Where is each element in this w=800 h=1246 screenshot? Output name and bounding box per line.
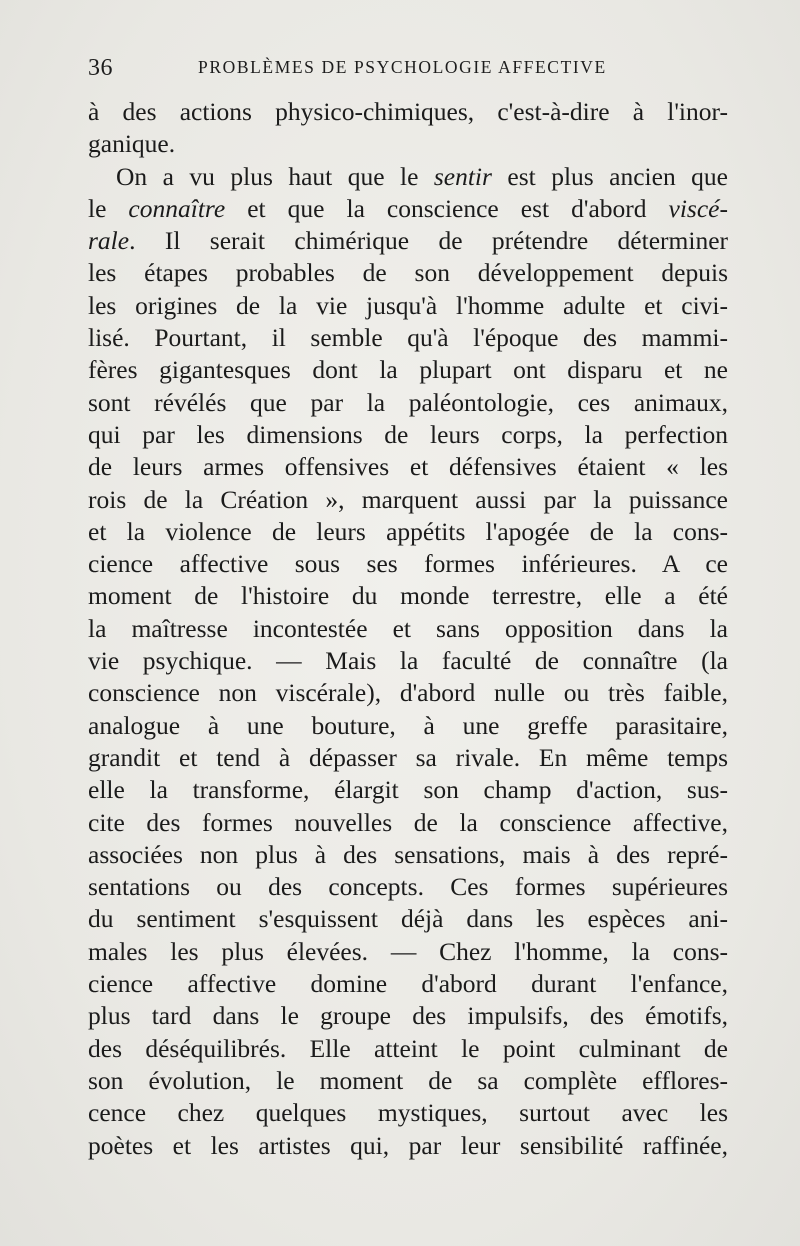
italic-text: viscé- [668, 193, 728, 223]
text-segment: et que la conscience est d'abord [225, 193, 669, 223]
text-line: les origines de la vie jusqu'à l'homme adulte et civi- [88, 290, 728, 320]
text-line: des déséquilibrés. Elle atteint le point culminant de [88, 1033, 728, 1063]
text-line: cence chez quelques mystiques, surtout avec les [88, 1098, 728, 1128]
italic-text: rale [88, 226, 130, 256]
text-line: cience affective domine d'abord durant l'enfance, [88, 969, 728, 999]
text-segment: . Il serait chimérique de prétendre déterminer [129, 226, 728, 256]
text-line [88, 225, 728, 257]
text-line: plus tard dans le groupe des impulsifs, des émotifs, [88, 1001, 728, 1031]
text-line: poètes et les artistes qui, par leur sensibilité raffinée, [88, 1130, 728, 1160]
text-line: à des actions physico-chimiques, c'est-à-dire à l'inor- [88, 97, 728, 126]
text-line: conscience non viscérale), d'abord nulle ou très faible, [88, 678, 728, 708]
page-number: 36 [88, 55, 113, 81]
text-line: cience affective sous ses formes inférieures. A ce [88, 549, 728, 579]
text-line: de leurs armes offensives et défensives étaient « les [88, 452, 728, 482]
text-line [88, 161, 728, 193]
text-line: son évolution, le moment de sa complète efflores- [88, 1065, 728, 1095]
text-line: vie psychique. — Mais la faculté de connaître (la [88, 646, 728, 676]
text-line: sentations ou des concepts. Ces formes supérieures [88, 872, 728, 902]
text-line: la maîtresse incontestée et sans opposition dans la [88, 613, 728, 643]
text-line: associées non plus à des sensations, mais à des repré- [88, 839, 728, 869]
text-line: males les plus élevées. — Chez l'homme, la cons- [88, 936, 728, 966]
italic-text: sentir [433, 161, 492, 191]
text-line: fères gigantesques dont la plupart ont disparu et ne [88, 355, 728, 385]
body-text [88, 96, 728, 1162]
running-head: PROBLÈMES DE PSYCHOLOGIE AFFECTIVE [198, 57, 607, 77]
text-line: grandit et tend à dépasser sa rivale. En même temps [88, 742, 728, 772]
text-line: elle la transforme, élargit son champ d'action, sus- [88, 775, 728, 805]
text-line: analogue à une bouture, à une greffe parasitaire, [88, 710, 728, 740]
text-line: et la violence de leurs appétits l'apogée de la cons- [88, 516, 728, 546]
text-line: sont révélés que par la paléontologie, ces animaux, [88, 387, 728, 417]
text-line: rois de la Création », marquent aussi par la puissance [88, 484, 728, 514]
text-segment: On a vu plus haut que le [116, 161, 434, 191]
text-line [88, 193, 728, 225]
text-line: qui par les dimensions de leurs corps, la perfection [88, 419, 728, 449]
text-line: les étapes probables de son développement depuis [88, 258, 728, 288]
italic-text: connaître [128, 193, 226, 223]
text-segment: le [88, 193, 129, 223]
text-line: moment de l'histoire du monde terrestre, elle a été [88, 581, 728, 611]
text-line: lisé. Pourtant, il semble qu'à l'époque des mammi- [88, 323, 728, 353]
text-line: du sentiment s'esquissent déjà dans les espèces ani- [88, 904, 728, 934]
text-segment: est plus ancien que [491, 161, 728, 191]
text-line: ganique. [88, 129, 176, 159]
page-header [88, 50, 728, 84]
text-line: cite des formes nouvelles de la conscience affective, [88, 807, 728, 837]
